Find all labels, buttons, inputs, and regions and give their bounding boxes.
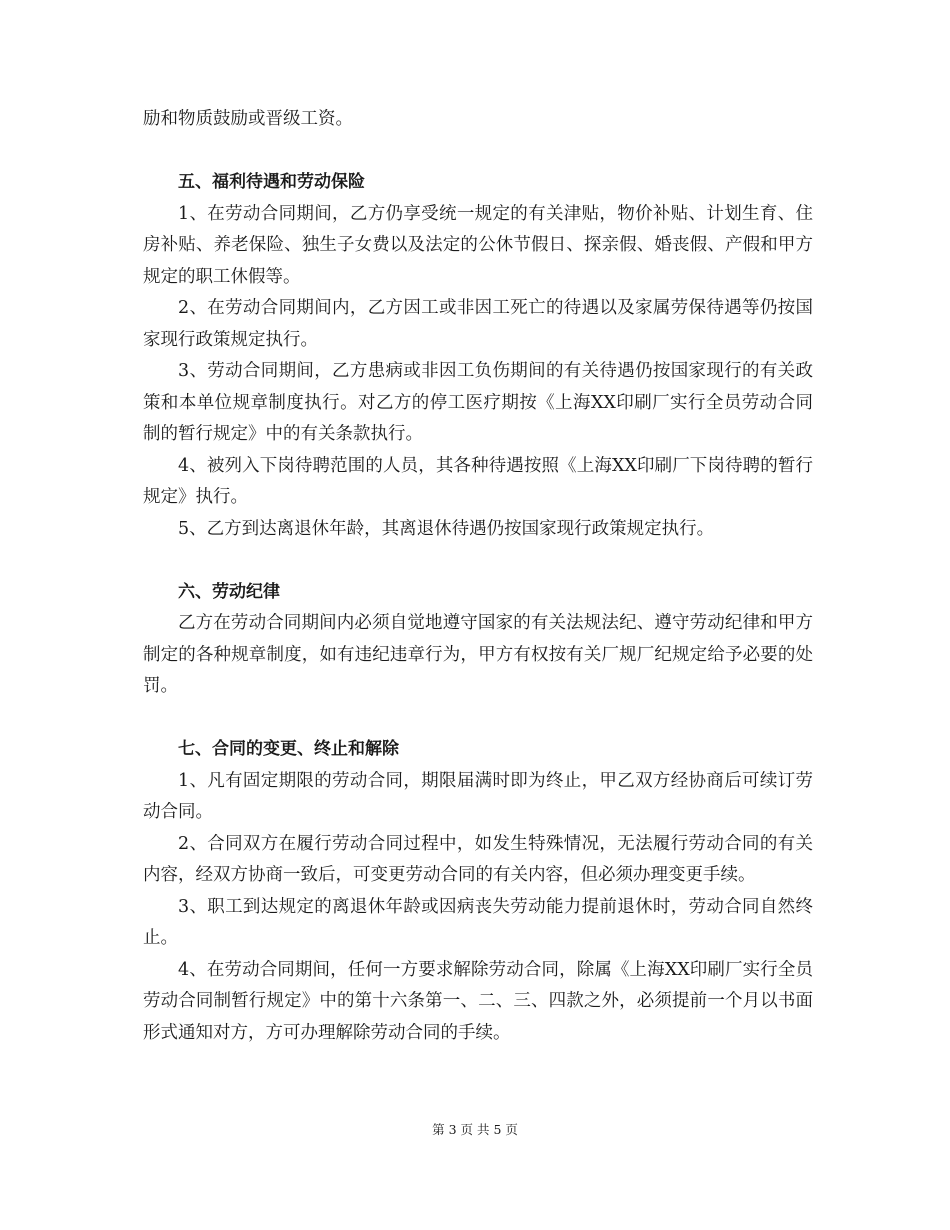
clause-paragraph: 4、在劳动合同期间，任何一方要求解除劳动合同，除属《上海XX印刷厂实行全员劳动合同制暂行规定》中的第十六条第一、二、三、四款之外，必须提前一个月以书面形式通知对方，方可办理解除劳动合同的手续。 (143, 959, 813, 1043)
section-welfare (143, 167, 813, 545)
section-gap (143, 136, 813, 168)
clause-paragraph: 3、职工到达规定的离退休年龄或因病丧失劳动能力提前退休时，劳动合同自然终止。 (143, 896, 813, 948)
clause-paragraph: 4、被列入下岗待聘范围的人员，其各种待遇按照《上海XX印刷厂下岗待聘的暂行规定》执行。 (143, 455, 813, 507)
section-contract-change (143, 734, 813, 1049)
clause-paragraph: 2、合同双方在履行劳动合同过程中，如发生特殊情况，无法履行劳动合同的有关内容，经双方协商一致后，可变更劳动合同的有关内容，但必须办理变更手续。 (143, 833, 813, 885)
section-gap (143, 545, 813, 577)
clause-paragraph: 乙方在劳动合同期间内必须自觉地遵守国家的有关法规法纪、遵守劳动纪律和甲方制定的各种规章制度，如有违纪违章行为，甲方有权按有关厂规厂纪规定给予必要的处罚。 (143, 613, 813, 696)
clause-paragraph: 2、在劳动合同期间内，乙方因工或非因工死亡的待遇以及家属劳保待遇等仍按国家现行政策规定执行。 (143, 298, 813, 350)
page-number-footer: 第 3 页 共 5 页 (432, 1122, 518, 1137)
clause-paragraph: 5、乙方到达离退休年龄，其离退休待遇仍按国家现行政策规定执行。 (178, 518, 715, 539)
document-body (143, 104, 813, 1049)
section-heading: 六、劳动纪律 (178, 581, 280, 602)
section-discipline (143, 577, 813, 703)
clause-paragraph: 3、劳动合同期间，乙方患病或非因工负伤期间的有关待遇仍按国家现行的有关政策和本单位规章制度执行。对乙方的停工医疗期按《上海XX印刷厂实行全员劳动合同制的暂行规定》中的有关条款执行。 (143, 361, 813, 444)
intro-fragment: 励和物质鼓励或晋级工资。 (143, 109, 353, 129)
clause-paragraph: 1、在劳动合同期间，乙方仍享受统一规定的有关津贴，物价补贴、计划生育、住房补贴、养老保险、独生子女费以及法定的公休节假日、探亲假、婚丧假、产假和甲方规定的职工休假等。 (143, 203, 813, 287)
clause-paragraph: 1、凡有固定期限的劳动合同，期限届满时即为终止，甲乙双方经协商后可续订劳动合同。 (143, 770, 813, 822)
section-heading: 五、福利待遇和劳动保险 (178, 172, 365, 192)
section-gap (143, 703, 813, 735)
section-heading: 七、合同的变更、终止和解除 (178, 739, 399, 759)
